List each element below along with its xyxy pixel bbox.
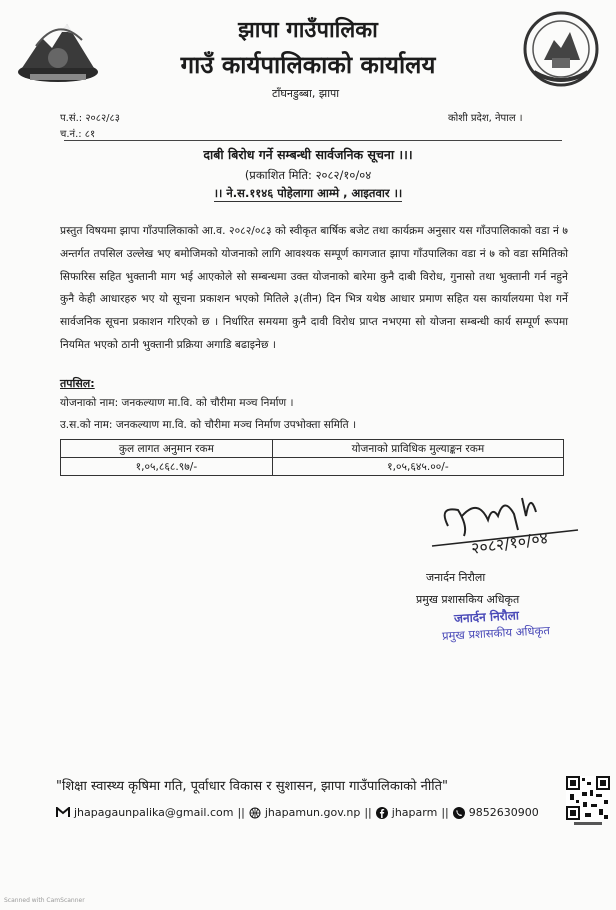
stamp-name: जनार्दन निरौला [453,608,520,626]
scanner-watermark: Scanned with CamScanner [4,897,85,904]
office-address: टाँघनडुब्बा, झापा [272,87,340,100]
published-info [0,186,616,201]
signatory-name: जनार्दन निरौला [426,571,486,584]
municipality-name: झापा गाउँपालिका [238,18,378,43]
province-label: कोशी प्रदेश, नेपाल । [448,113,523,124]
facebook-icon [376,807,388,819]
published-date: (प्रकाशित मिति: २०८२/१०/०४ [244,168,372,182]
footer-slogan: "शिक्षा स्वास्थ्य कृषिमा गति, पूर्वाधार विकास र सुशासन, झापा गाउँपालिकाको नीति" [56,779,449,794]
notice-body: प्रस्तुत विषयमा झापा गाँउपालिकाको आ.व. २०८२/०८३ को स्वीकृत बार्षिक बजेट तथा कार्यक्रम अनुसार यस गाँउपालिकाको वडा नं ७ अन्तर्गत तपसिल उल्लेख भए बमोजिमको योजनाको लागि आवश्यक सम्पूर्ण कागजात झापा गाँउपालिका वडा नं ७ को वडा समितिको सिफारिस सहित भुक्तानी माग भई आएकोले सो सम्बन्धमा उक्त योजनाको बारेमा कुनै दाबी विरोध, गुनासो तथा भुक्तानी गर्न नहुने कुनै केही आधारहरु भए यो सूचना प्रकाशन भएको मितिले ३(तीन) दिन भित्र यथेष्ठ आधार प्रमाण सहित यस कार्यालयमा पेश गर्ने सार्वजनिक सूचना प्रकाशन गरिएको छ । निर्धारित समयमा कुनै दावी विरोध प्राप्त नभएमा सो योजना सम्बन्धी कार्य सम्पूर्ण रूपमा नियमित भएको ठानी भुक्तानी प्रक्रिया अगाडि बढाइनेछ । [60,224,568,351]
table-row [61,458,564,476]
notice-title: दाबी बिरोध गर्ने सम्बन्धी सार्वजनिक सूचना ।।। [203,147,413,162]
separator: || [364,806,372,819]
dispatch-number: च.नं.: ८१ [60,129,96,140]
signatory-title: प्रमुख प्रशासकिय अधिकृत [416,593,520,606]
handwritten-signature [418,486,590,566]
details-label: तपसिल: [60,377,95,390]
header-divider [64,140,562,141]
table-cell: १,०५,६४५.००/- [272,458,563,476]
published-info-text: ।। ने.स.११४६ पोहेलागा आम्मे , आइतवार ।। [213,186,403,200]
facebook-link[interactable]: jhaparm [391,806,438,819]
gmail-icon [56,807,70,818]
table-header-row [61,440,564,458]
office-name: गाउँ कार्यपालिकाको कार्यालय [180,51,436,79]
cost-table [60,439,564,476]
qr-code[interactable] [566,776,610,826]
globe-icon [249,807,261,819]
website-link[interactable]: jhapamun.gov.np [264,806,361,819]
table-header-cell: योजनाको प्राविधिक मुल्याङ्कन रकम [272,440,563,458]
separator: || [441,806,449,819]
table-header-cell: कुल लागत अनुमान रकम [61,440,273,458]
phone-icon [453,807,465,819]
handwritten-date: २०८२/१०/०४ [469,528,550,558]
ref-number: प.सं.: २०८२/८३ [60,113,120,124]
footer-contacts [56,806,539,819]
table-cell: १,०५,८६८.९७/- [61,458,273,476]
project-name: योजनाको नाम: जनकल्याण मा.वि. को चौरीमा मञ्च निर्माण । [60,397,294,409]
email-link[interactable]: jhapagaunpalika@gmail.com [74,806,234,819]
stamp-title: प्रमुख प्रशासकीय अधिकृत [441,623,551,643]
separator: || [237,806,245,819]
phone-number[interactable]: 9852630900 [468,806,539,819]
committee-name: उ.स.को नाम: जनकल्याण मा.वि. को चौरीमा मञ्च निर्माण उपभोक्ता समिति । [60,419,357,431]
